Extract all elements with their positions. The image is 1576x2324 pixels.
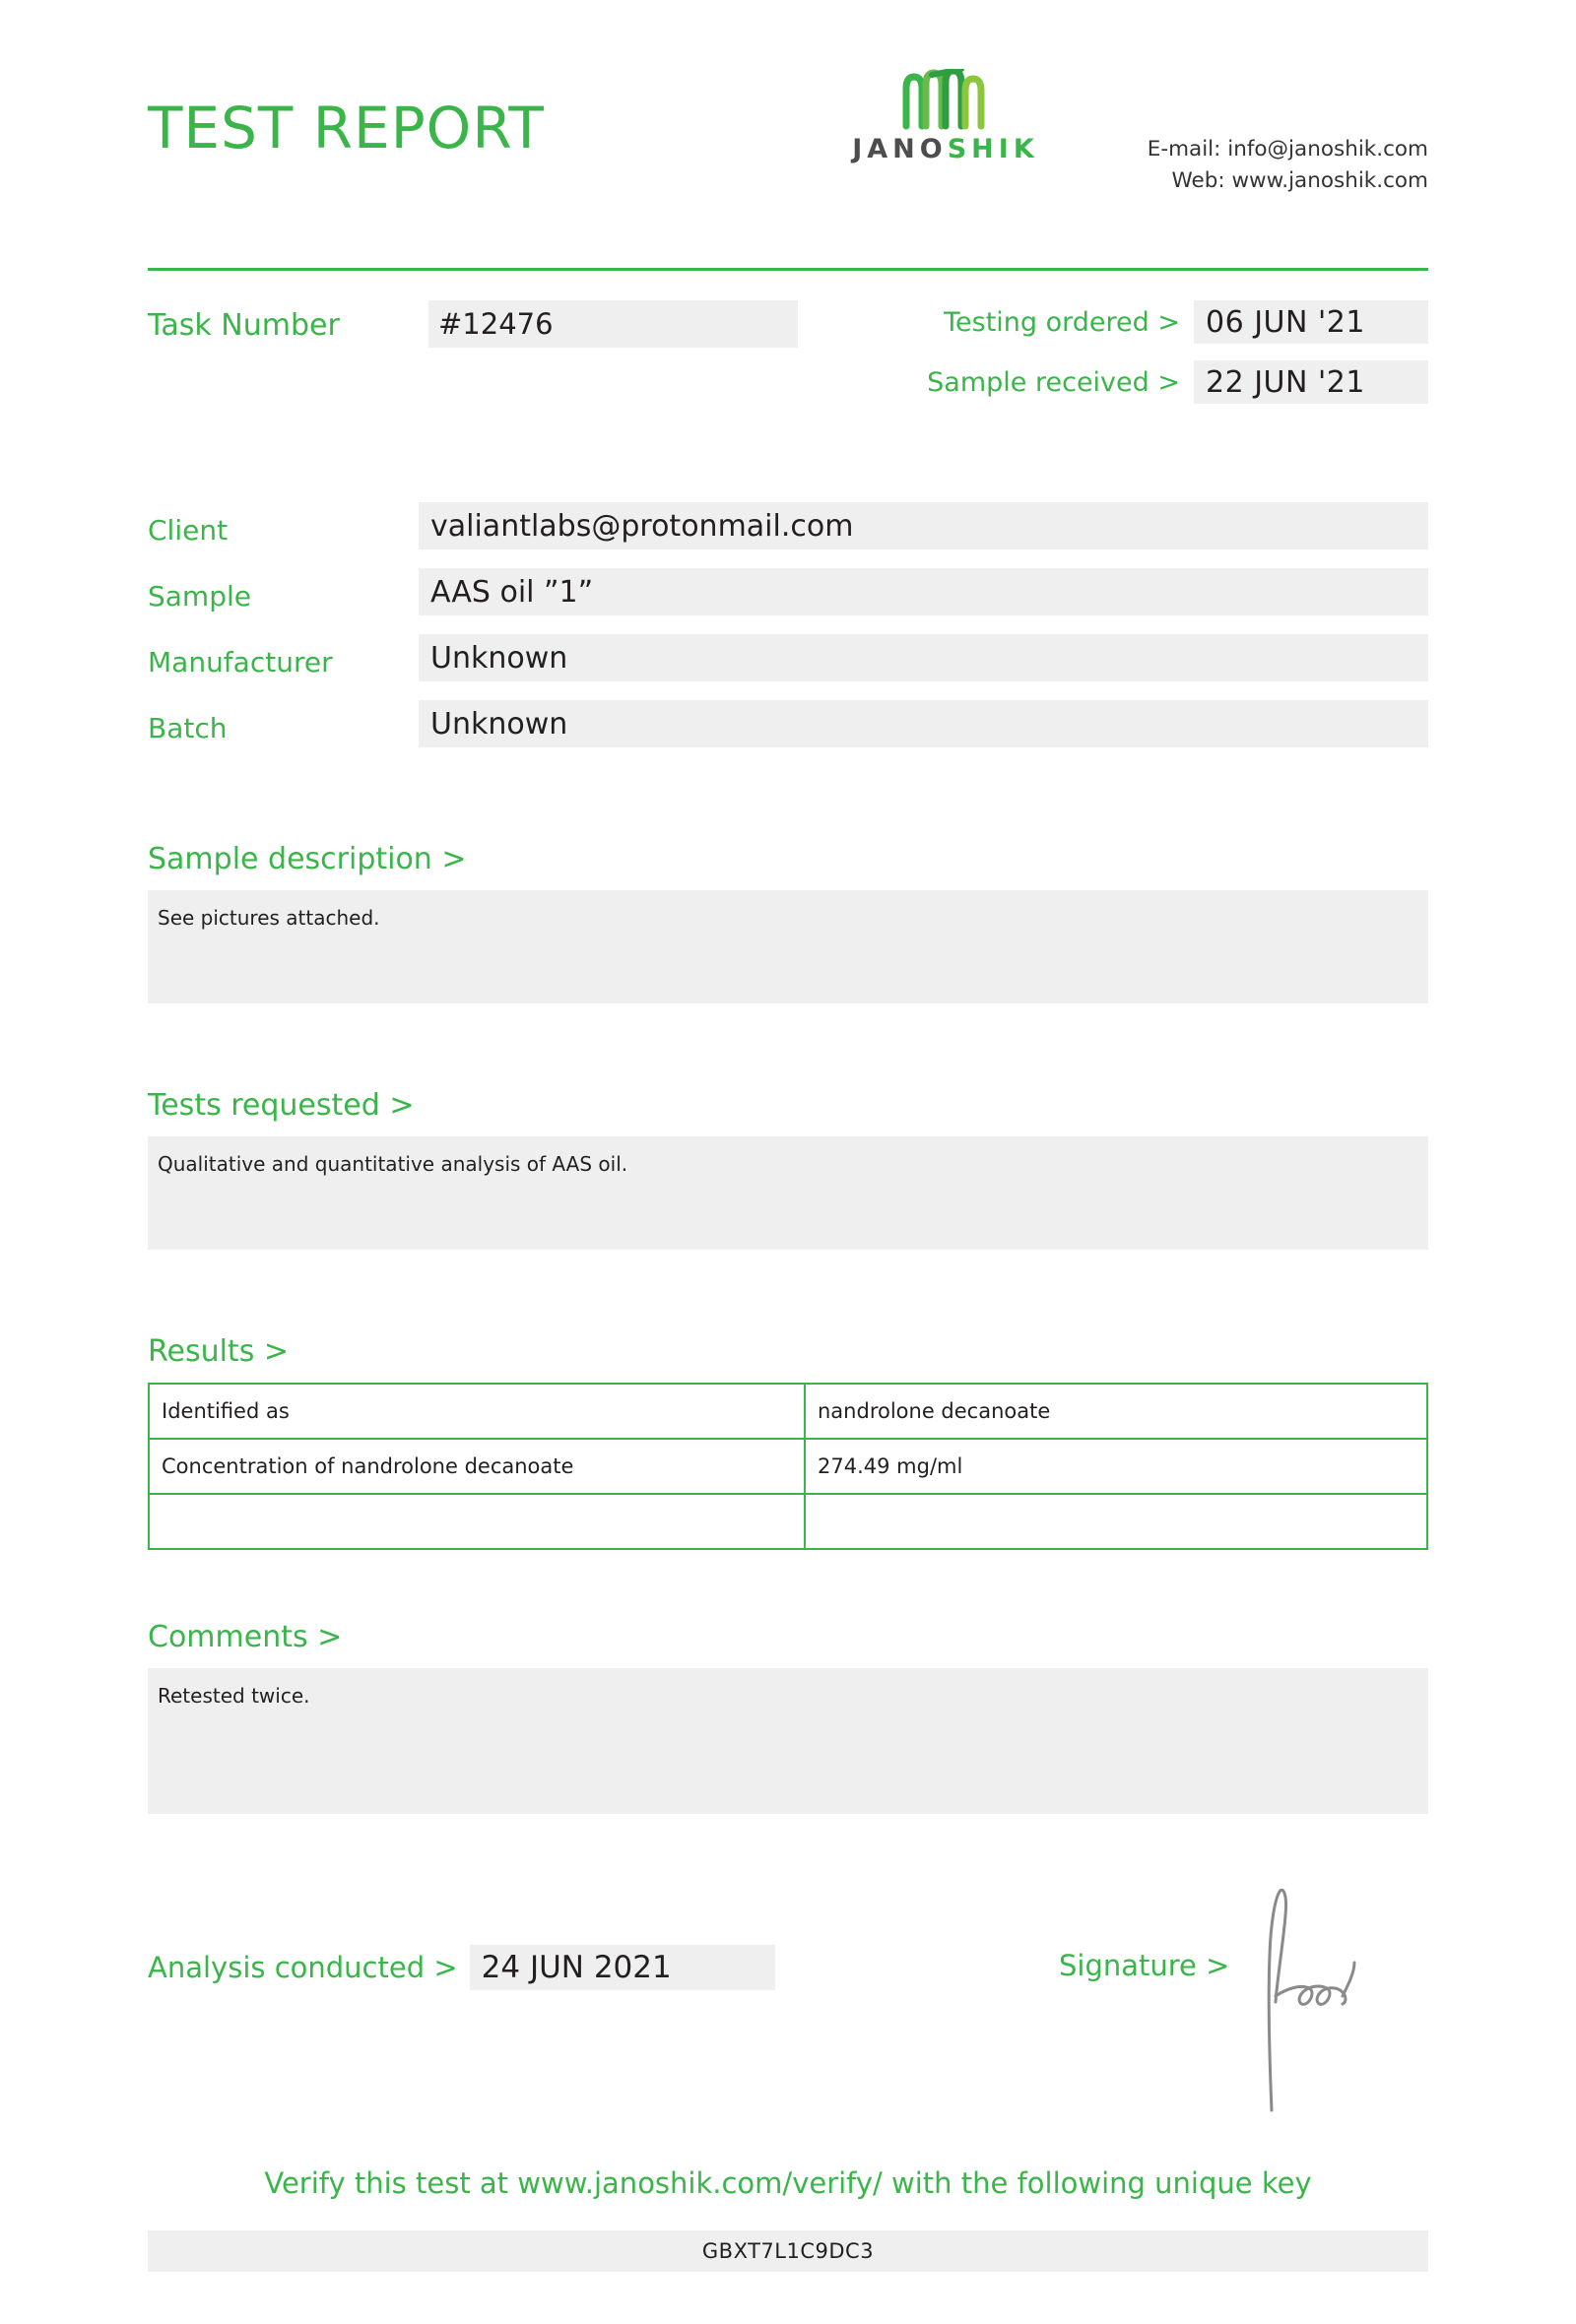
info-row-manufacturer (148, 634, 1428, 700)
client-value: valiantlabs@protonmail.com (419, 502, 1428, 549)
analysis-conducted-label: Analysis conducted > (148, 1951, 458, 1984)
sample-received-row (877, 360, 1428, 404)
results-row-value: nandrolone decanoate (805, 1384, 1427, 1439)
contact-web: Web: www.janoshik.com (1171, 168, 1428, 194)
sample-received-label: Sample received > (927, 366, 1180, 398)
batch-label: Batch (148, 712, 228, 744)
results-section (148, 1334, 1428, 1550)
results-row-label: Concentration of nandrolone decanoate (149, 1439, 805, 1494)
manufacturer-label: Manufacturer (148, 646, 333, 678)
info-row-client (148, 502, 1428, 568)
sample-description-heading: Sample description > (148, 842, 467, 876)
results-row-label (149, 1494, 805, 1549)
sample-label: Sample (148, 580, 251, 613)
manufacturer-value: Unknown (419, 634, 1428, 681)
comments-heading: Comments > (148, 1620, 343, 1654)
tests-requested-heading: Tests requested > (148, 1088, 415, 1123)
info-row-sample (148, 568, 1428, 634)
results-row-label: Identified as (149, 1384, 805, 1439)
unique-key-value: GBXT7L1C9DC3 (148, 2230, 1428, 2272)
results-row-value: 274.49 mg/ml (805, 1439, 1427, 1494)
results-row-value (805, 1494, 1427, 1549)
page-title: TEST REPORT (148, 95, 545, 161)
table-row (149, 1384, 1427, 1439)
table-row (149, 1439, 1427, 1494)
tests-requested-body: Qualitative and quantitative analysis of AAS oil. (148, 1136, 1428, 1250)
info-fields (148, 502, 1428, 766)
signature-mark (1244, 1886, 1372, 2112)
comments-body: Retested twice. (148, 1668, 1428, 1814)
sample-description-body: See pictures attached. (148, 890, 1428, 1003)
logo-word-jano: JANO (852, 134, 948, 164)
tests-requested-section (148, 1088, 1428, 1250)
batch-value: Unknown (419, 700, 1428, 747)
report-header (148, 0, 1428, 197)
client-label: Client (148, 514, 229, 547)
analysis-conducted-date: 24 JUN 2021 (470, 1945, 775, 1990)
testing-ordered-value: 06 JUN '21 (1194, 300, 1428, 344)
task-number-label: Task Number (148, 308, 340, 343)
info-row-batch (148, 700, 1428, 766)
janoshik-logo (837, 69, 1054, 164)
analysis-conducted-row (148, 1945, 775, 1990)
table-row (149, 1494, 1427, 1549)
verify-text: Verify this test at www.janoshik.com/verify/ with the following unique key (264, 2166, 1312, 2200)
contact-block (1148, 134, 1428, 198)
sample-value: AAS oil ”1” (419, 568, 1428, 615)
sample-description-section (148, 842, 1428, 1003)
signature-row (1059, 1945, 1372, 2112)
sample-received-value: 22 JUN '21 (1194, 360, 1428, 404)
header-divider (148, 268, 1428, 271)
logo-mark-icon (886, 69, 1005, 130)
results-heading: Results > (148, 1334, 289, 1369)
testing-ordered-row (877, 300, 1428, 344)
task-row (148, 300, 1428, 428)
results-table (148, 1383, 1428, 1550)
task-number-value: #12476 (428, 300, 798, 348)
contact-email: E-mail: info@janoshik.com (1147, 137, 1428, 161)
signature-label: Signature > (1059, 1949, 1230, 1982)
logo-wordmark (837, 134, 1054, 164)
comments-section (148, 1620, 1428, 1814)
logo-word-shik: SHIK (947, 134, 1039, 164)
date-block (877, 300, 1428, 420)
testing-ordered-label: Testing ordered > (944, 306, 1180, 338)
